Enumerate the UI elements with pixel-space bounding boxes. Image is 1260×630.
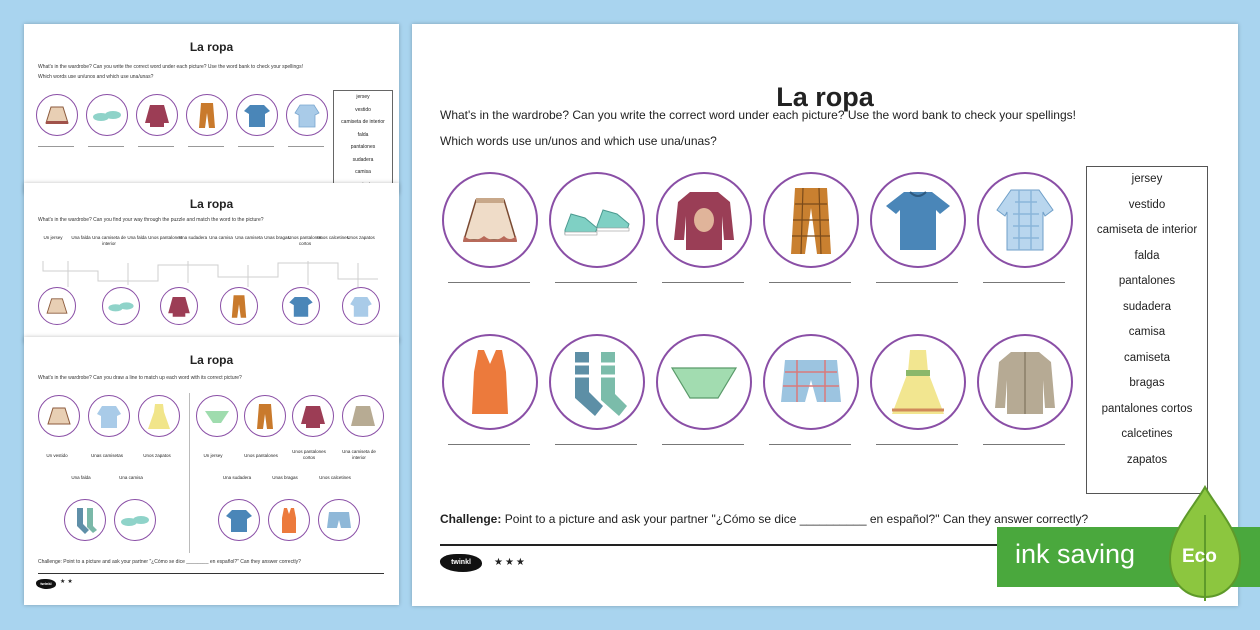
worksheet-preview-1 — [24, 24, 399, 194]
word-bank-item: pantalones cortos — [1101, 402, 1193, 415]
difficulty-stars: ★★★ — [494, 557, 527, 568]
match-word: Unos calcetines — [319, 475, 351, 480]
maze-word: Unos pantalones cortos — [288, 235, 322, 246]
sheet1-word-bank — [333, 90, 393, 194]
tshirt-picture — [218, 499, 260, 541]
eco-label: Eco — [1182, 546, 1217, 567]
tshirt-picture — [236, 94, 278, 136]
sweatshirt-picture — [342, 395, 384, 437]
match-word: Una falda — [71, 475, 91, 480]
maze-word: Una sudadera — [178, 235, 208, 240]
twinkl-logo: twinkl — [440, 554, 482, 572]
answer-line — [555, 282, 637, 283]
word-bank-item: vestido — [1128, 198, 1166, 211]
maze-word: Unos calcetines — [317, 235, 349, 240]
knickers-picture — [656, 334, 752, 430]
sheet1-instruction-1: What's in the wardrobe? Can you write the correct word under each picture? Use the word bank to check your spellings! — [38, 64, 303, 70]
maze-word: Una camiseta — [235, 235, 263, 240]
answer-line — [238, 146, 274, 147]
socks-picture — [549, 334, 645, 430]
shirt-picture — [286, 94, 328, 136]
answer-line — [662, 282, 744, 283]
match-word: Una camisa — [119, 475, 143, 480]
word-bank-item: camisa — [355, 169, 371, 175]
word-bank-item: bragas — [1129, 377, 1165, 389]
footer-rule — [38, 573, 384, 574]
answer-line — [769, 444, 851, 445]
skirt-picture — [36, 94, 78, 136]
answer-line — [288, 146, 324, 147]
answer-line — [138, 146, 174, 147]
answer-line — [555, 444, 637, 445]
maze-word: Un jersey — [43, 235, 63, 240]
instruction-1: What's in the wardrobe? Can you write the correct word under each picture? Use the word bank to check your spellings! — [440, 108, 1076, 122]
match-word: Un vestido — [46, 453, 68, 458]
answer-line — [983, 282, 1065, 283]
leaf-drop-icon — [1166, 485, 1244, 603]
jumper-picture — [292, 395, 334, 437]
answer-line — [876, 282, 958, 283]
match-word: Una sudadera — [222, 475, 252, 480]
shorts-picture — [763, 334, 859, 430]
trousers-picture — [244, 395, 286, 437]
difficulty-stars: ★★ — [60, 579, 75, 585]
shoes-picture — [549, 172, 645, 268]
word-bank-item: camiseta — [1123, 351, 1171, 364]
jumper-picture — [136, 94, 178, 136]
sheet3-title: La ropa — [189, 353, 234, 367]
sheet1-instruction-2: Which words use un/unos and which use una/unas? — [38, 74, 154, 80]
match-word: Unos pantalones cortos — [292, 449, 326, 460]
divider — [189, 393, 190, 553]
knickers-picture — [196, 395, 238, 437]
word-bank-item: camiseta de interior — [1096, 224, 1198, 236]
word-bank-item: sudadera — [352, 156, 374, 163]
answer-line — [448, 282, 530, 283]
word-bank-item: jersey — [356, 94, 370, 100]
sheet2-title: La ropa — [189, 197, 234, 211]
word-bank-item: falda — [357, 131, 369, 138]
tshirt-picture — [870, 172, 966, 268]
sweatshirt-picture — [977, 334, 1073, 430]
sheet1-title: La ropa — [189, 40, 234, 54]
answer-line — [769, 282, 851, 283]
jumper-picture — [160, 287, 198, 325]
trousers-picture — [763, 172, 859, 268]
answer-line — [662, 444, 744, 445]
answer-line — [188, 146, 224, 147]
worksheet-preview-2 — [24, 183, 399, 343]
match-word: Una camiseta de interior — [342, 449, 376, 460]
tshirt-picture — [282, 287, 320, 325]
challenge-label: Challenge: — [440, 512, 502, 526]
shirt-picture — [977, 172, 1073, 268]
trousers-picture — [186, 94, 228, 136]
answer-line — [983, 444, 1065, 445]
socks-picture — [64, 499, 106, 541]
worksheet-main — [412, 24, 1238, 606]
sheet3-instruction: What's in the wardrobe? Can you draw a line to match up each word with its correct picture? — [38, 375, 242, 381]
dress-picture — [138, 395, 180, 437]
word-bank-item: vestido — [355, 106, 371, 113]
sheet3-challenge: Challenge: Point to a picture and ask your partner "¿Cómo se dice ________ en español?" Can they answer correctly? — [38, 559, 301, 565]
skirt-picture — [442, 172, 538, 268]
skirt-picture — [38, 395, 80, 437]
challenge-body: Point to a picture and ask your partner "¿Cómo se dice __________ en español?" Can they answer correctly? — [504, 512, 1089, 526]
ink-saving-text: ink saving — [1015, 539, 1136, 569]
maze-word: Una falda — [71, 235, 91, 240]
word-bank-item: pantalones — [1118, 275, 1176, 287]
answer-line — [38, 146, 74, 147]
match-word: Unos pantalones — [244, 453, 278, 458]
maze-word: Una camiseta de interior — [92, 235, 126, 246]
word-bank-item: sudadera — [1123, 300, 1171, 313]
shirt-picture — [88, 395, 130, 437]
maze-word: Unos pantalones — [148, 235, 182, 240]
shirt-picture — [342, 287, 380, 325]
page-title: La ropa — [776, 82, 874, 112]
maze-word: Unos zapatos — [347, 235, 375, 240]
match-word: Unos zapatos — [143, 453, 171, 458]
shorts-picture — [318, 499, 360, 541]
word-bank-item: camisa — [1128, 326, 1166, 338]
word-bank-item: pantalones — [350, 144, 376, 150]
word-bank-item: calcetines — [1121, 428, 1173, 440]
word-bank-item: camiseta de interior — [341, 119, 385, 125]
maze-word: Unas bragas — [264, 235, 290, 240]
sheet2-instruction: What's in the wardrobe? Can you find your way through the puzzle and match the word to the picture? — [38, 217, 264, 223]
shoes-picture — [86, 94, 128, 136]
jumper-picture — [656, 172, 752, 268]
answer-line — [876, 444, 958, 445]
shoes-picture — [114, 499, 156, 541]
match-word: Unas camisetas — [90, 453, 123, 458]
vest-picture — [268, 499, 310, 541]
dress-picture — [870, 334, 966, 430]
twinkl-logo: twinkl — [36, 579, 56, 589]
word-bank-item: falda — [1134, 249, 1160, 262]
word-bank-item: zapatos — [1126, 453, 1168, 466]
challenge-text — [440, 512, 1088, 526]
vest-picture — [442, 334, 538, 430]
instruction-2: Which words use un/unos and which use una/unas? — [440, 134, 717, 148]
match-word: Unas bragas — [272, 475, 298, 480]
word-bank-item: jersey — [1131, 173, 1163, 185]
skirt-picture — [38, 287, 76, 325]
worksheet-preview-3 — [24, 337, 399, 605]
maze-lines — [38, 259, 383, 289]
trousers-picture — [220, 287, 258, 325]
maze-word: Una falda — [127, 235, 147, 240]
answer-line — [88, 146, 124, 147]
word-bank — [1086, 166, 1208, 494]
maze-word: Una camisa — [209, 235, 233, 240]
answer-line — [448, 444, 530, 445]
shoes-picture — [102, 287, 140, 325]
match-word: Un jersey — [203, 453, 223, 458]
